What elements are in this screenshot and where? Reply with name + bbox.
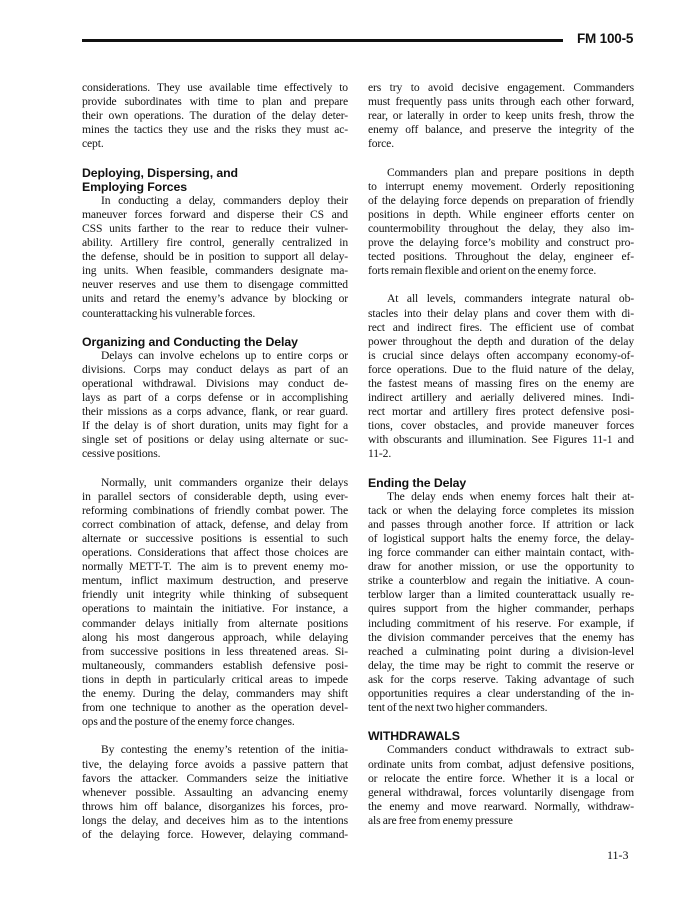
text-line: tack or when the delaying force completes its mission xyxy=(368,503,634,517)
text-line: opportunities requires a clear understanding of the in- xyxy=(368,687,634,701)
text-line: Commanders plan and prepare positions in depth xyxy=(387,165,634,179)
text-line: their missions as a corps advance, flank, or rear guard. xyxy=(82,405,348,419)
heading-line: Ending the Delay xyxy=(368,475,467,490)
paragraph xyxy=(82,349,348,462)
text-line: correct combination of attack, defense, and delay from xyxy=(82,517,348,531)
text-line: of the delaying force. However, delaying command- xyxy=(82,827,348,841)
section-heading xyxy=(82,166,348,194)
text-line: the fastest means of massing fires on the enemy are xyxy=(368,376,634,390)
heading-line: Organizing and Conducting the Delay xyxy=(82,334,298,349)
text-line: force operations. Due to the fluid nature of the delay, xyxy=(368,362,634,376)
text-line: power throughout the depth and duration of the delay xyxy=(368,334,634,348)
text-line: Normally, unit commanders organize their delays xyxy=(101,475,348,489)
text-line: friendly unit integrity while thinking of subsequent xyxy=(82,588,348,602)
text-line: draw for another mission, or use the opportunity to xyxy=(368,560,634,574)
text-line: neuver reserves and use them to disengage committed xyxy=(82,278,348,292)
text-line: CSS units farther to the rear to reduce their vulner- xyxy=(82,221,348,235)
text-line: In conducting a delay, commanders deploy their xyxy=(101,193,348,207)
text-line: longs the delay, and deceives him as to the intentions xyxy=(82,813,348,827)
text-line: and passes through another force. If attrition or lack xyxy=(368,517,634,531)
paragraph xyxy=(82,194,348,321)
text-line: from one technique to another as the operation devel- xyxy=(82,701,348,715)
text-line: prove the delaying force’s mobility and construct pro- xyxy=(368,236,634,250)
paragraph xyxy=(368,743,634,828)
text-line: general withdrawal, forces voluntarily disengage from xyxy=(368,785,634,799)
text-line: cessive positions. xyxy=(82,447,161,461)
document-id: FM 100-5 xyxy=(577,31,634,46)
text-line: ers try to avoid decisive engagement. Commanders xyxy=(368,81,634,94)
header-rule xyxy=(82,39,563,42)
text-line: tions in depth in particularly critical areas to impede xyxy=(82,672,348,686)
text-line: from successive positions in less threatened areas. Si- xyxy=(82,644,348,658)
text-line: reforming combinations of friendly combat power. The xyxy=(82,503,348,517)
paragraph xyxy=(368,166,634,279)
text-line: ability. Artillery fire control, generally centralized in xyxy=(82,236,348,250)
text-line: maneuver forces forward and disperse their CS and xyxy=(82,207,348,221)
right-column xyxy=(368,81,634,828)
text-line: Commanders conduct withdrawals to extract sub- xyxy=(387,743,634,757)
paragraph xyxy=(82,743,348,842)
text-line: multaneously, commanders establish defensive posi- xyxy=(82,658,348,672)
text-line: favors the attacker. Commanders seize the initiative xyxy=(82,771,348,785)
text-line: force. xyxy=(368,137,394,151)
text-line: ing force commander can either maintain contact, with- xyxy=(368,546,634,560)
text-line: their own operations. The duration of the delay deter- xyxy=(82,109,348,123)
left-column xyxy=(82,81,348,842)
text-line: units and retard the enemy’s advance by blocking or xyxy=(82,292,348,306)
text-line: forts remain flexible and orient on the enemy force. xyxy=(368,264,597,278)
text-line: is crucial since delays often accompany economy-of- xyxy=(368,348,634,362)
text-line: along his most dangerous approach, while delaying xyxy=(82,630,348,644)
text-line: positions in depth. While engineer efforts center on xyxy=(368,207,634,221)
text-line: operations to maintain the initiative. For instance, a xyxy=(82,602,348,616)
text-line: of the delaying force depends on preparation of friendly xyxy=(368,193,634,207)
text-line: rect and indirect fires. The efficient use of combat xyxy=(368,320,634,334)
paragraph xyxy=(82,81,348,151)
text-line: Delays can involve echelons up to entire corps or xyxy=(101,348,348,362)
text-line: whenever possible. Assaulting an advancing enemy xyxy=(82,785,348,799)
text-line: mentum, inflict maximum destruction, and preserve xyxy=(82,574,348,588)
text-line: rear, or laterally in order to keep units fresh, throw the xyxy=(368,109,634,123)
section-heading xyxy=(368,729,634,743)
paragraph xyxy=(368,490,634,716)
text-line: tions, cover obstacles, and provide maneuver forces xyxy=(368,419,634,433)
text-line: ing units. When feasible, commanders designate ma- xyxy=(82,264,348,278)
text-line: of logistical support halts the enemy force, the delay- xyxy=(368,532,634,545)
section-heading xyxy=(82,335,348,349)
paragraph xyxy=(82,476,348,730)
heading-line: Employing Forces xyxy=(82,179,187,194)
text-line: the defense, should be in position to support all delay- xyxy=(82,250,348,264)
section-heading xyxy=(368,476,634,490)
text-line: ask for the corps reserve. Taking advantage of such xyxy=(368,672,634,686)
text-line: quires support from the higher commander, perhaps xyxy=(368,602,634,616)
text-line: divisions. Corps may conduct delays as part of an xyxy=(82,362,348,376)
text-line: considerations. They use available time effectively to xyxy=(82,81,348,94)
text-line: the enemy and move rearward. Normally, withdraw- xyxy=(368,799,634,813)
text-line: tent of the next two higher commanders. xyxy=(368,701,548,715)
text-line: als are free from enemy pressure xyxy=(368,813,513,827)
text-line: countermobility throughout the delay, they also im- xyxy=(368,221,634,235)
heading-line: WITHDRAWALS xyxy=(368,729,460,744)
text-line: operational withdrawal. Divisions may conduct de- xyxy=(82,376,348,390)
text-line: or relocate the entire force. Whether it is a local or xyxy=(368,771,634,785)
text-line: provide subordinates with time to plan and prepare xyxy=(82,95,348,109)
text-line: lays as part of a corps defense or in accomplishing xyxy=(82,391,348,405)
text-line: must frequently pass units through each other forward, xyxy=(368,95,634,109)
text-line: tected positions. Throughout the delay, engineer ef- xyxy=(368,250,634,264)
text-line: 11-2. xyxy=(368,447,392,461)
text-line: with obscurants and illumination. See Figures 11-1 and xyxy=(368,433,634,447)
text-line: counterattacking his vulnerable forces. xyxy=(82,306,256,320)
text-line: enemy off balance, and preserve the integrity of the xyxy=(368,123,634,137)
text-line: stacles into their delay plans and cover them with di- xyxy=(368,306,634,320)
text-line: strike a counterblow and regain the initiative. A coun- xyxy=(368,574,634,588)
text-line: alternate or successive positions is essential to such xyxy=(82,532,348,545)
text-line: normally METT-T. The aim is to prevent enemy mo- xyxy=(82,560,348,574)
text-line: indirect artillery and aerially delivered mines. Indi- xyxy=(368,391,634,405)
text-line: the enemy. During the delay, commanders may shift xyxy=(82,687,348,701)
text-line: delay, the time may be right to commit the reserve or xyxy=(368,658,634,672)
text-line: ops and the posture of the enemy force changes. xyxy=(82,715,295,729)
paragraph xyxy=(368,292,634,461)
text-line: tive, the delaying force avoids a passive pattern that xyxy=(82,757,348,771)
text-line: single set of positions or delay using alternate or suc- xyxy=(82,433,348,447)
text-line: mines the tactics they use and the risks they must ac- xyxy=(82,123,348,137)
text-line: The delay ends when enemy forces halt their at- xyxy=(387,489,634,503)
paragraph xyxy=(368,81,634,151)
text-line: throws him off balance, disorganizes his forces, pro- xyxy=(82,799,348,813)
page-number: 11-3 xyxy=(607,848,629,862)
text-line: operations. Considerations that affect those choices are xyxy=(82,546,348,560)
text-line: commander delays initially from alternate positions xyxy=(82,616,348,630)
text-line: By contesting the enemy’s retention of the initia- xyxy=(101,743,348,757)
text-line: the division commander perceives that the enemy has xyxy=(368,630,634,644)
text-line: cept. xyxy=(82,137,104,151)
text-line: If the delay is of short duration, units may fight for a xyxy=(82,419,348,433)
text-line: ordinate units from combat, adjust defensive positions, xyxy=(368,757,634,771)
text-line: including commitment of his reserve. For example, if xyxy=(368,616,634,630)
text-line: reached a culminating point during a division-level xyxy=(368,644,634,658)
text-line: rect mortar and artillery fires protect defensive posi- xyxy=(368,405,634,419)
heading-line: Deploying, Dispersing, and xyxy=(82,165,238,180)
text-line: terblow larger than a limited counterattack usually re- xyxy=(368,588,634,602)
text-line: At all levels, commanders integrate natural ob- xyxy=(387,292,634,306)
text-line: in parallel sectors of considerable depth, using ever- xyxy=(82,489,348,503)
text-line: to interrupt enemy movement. Orderly repositioning xyxy=(368,179,634,193)
